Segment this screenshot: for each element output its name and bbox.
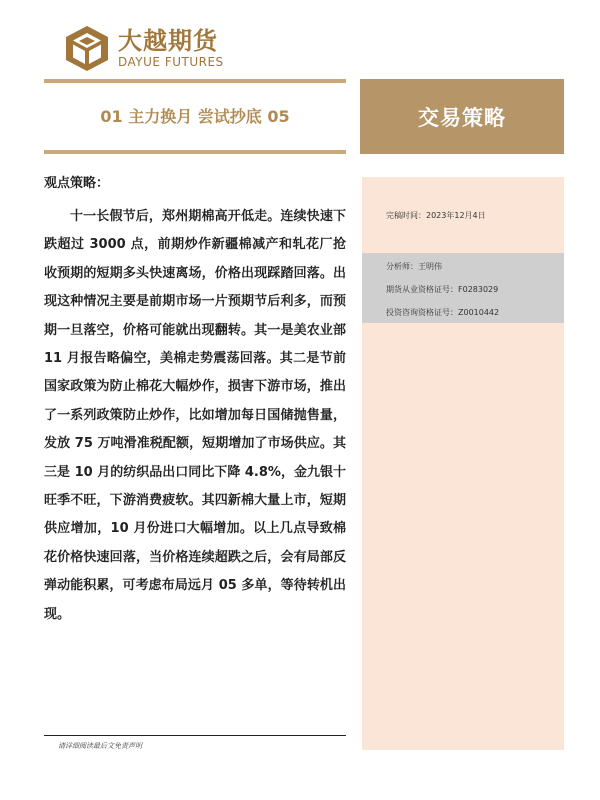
brand-name-cn: 大越期货 (118, 26, 218, 55)
analyst-name: 分析师：王明伟 (386, 262, 442, 271)
analyst-info-band (362, 253, 564, 323)
section-heading: 观点策略： (44, 176, 110, 191)
futures-license: 期货从业资格证号：F0283029 (386, 285, 499, 294)
strategy-paragraph: 十一长假节后，郑州期棉高开低走。连续快速下跌超过 3000 点，前期炒作新疆棉减产和轧花厂抢收预期的短期多头快速离场，价格出现踩踏回落。出现这种情况主要是前期市场一片预期节后利多，而预期一旦落空，价格可能就出现翻转。其一是美农业部 11 月报告略偏空，美棉走势震荡回落。其二是节前国家政策为防止棉花大幅炒作，损害下游市场，推出了一系列政策防止炒作，比如增加每日国储抛售量，发放 75 万吨滑准税配额，短期增加了市场供应。其三是 10 月的纺织品出口同比下降 4.8%，金九银十旺季不旺，下游消费疲软。其四新棉大量上市，短期供应增加，10 月份进口大幅增加。以上几点导致棉花价格快速回落，当价格连续超跌之后，会有局部反弹动能积累，可考虑布局远月 05 多单，等待转机出现。 (44, 209, 346, 622)
company-logo (62, 22, 224, 74)
category-banner (360, 79, 564, 154)
info-sidebar (362, 177, 564, 750)
footer-rule (44, 735, 346, 736)
advisory-license: 投资咨询资格证号：Z0010442 (386, 308, 500, 317)
footer-disclaimer: 请详细阅读最后文免责声明 (58, 742, 142, 750)
title-rule-top (44, 79, 346, 83)
dayue-cube-logo-icon (62, 23, 112, 73)
category-label: 交易策略 (418, 105, 506, 130)
brand-name-en: DAYUE FUTURES (118, 54, 224, 69)
completion-date: 完稿时间：2023年12月4日 (386, 211, 486, 220)
title-rule-bottom (44, 150, 346, 154)
report-title: 01 主力换月 尝试抄底 05 (100, 107, 290, 126)
